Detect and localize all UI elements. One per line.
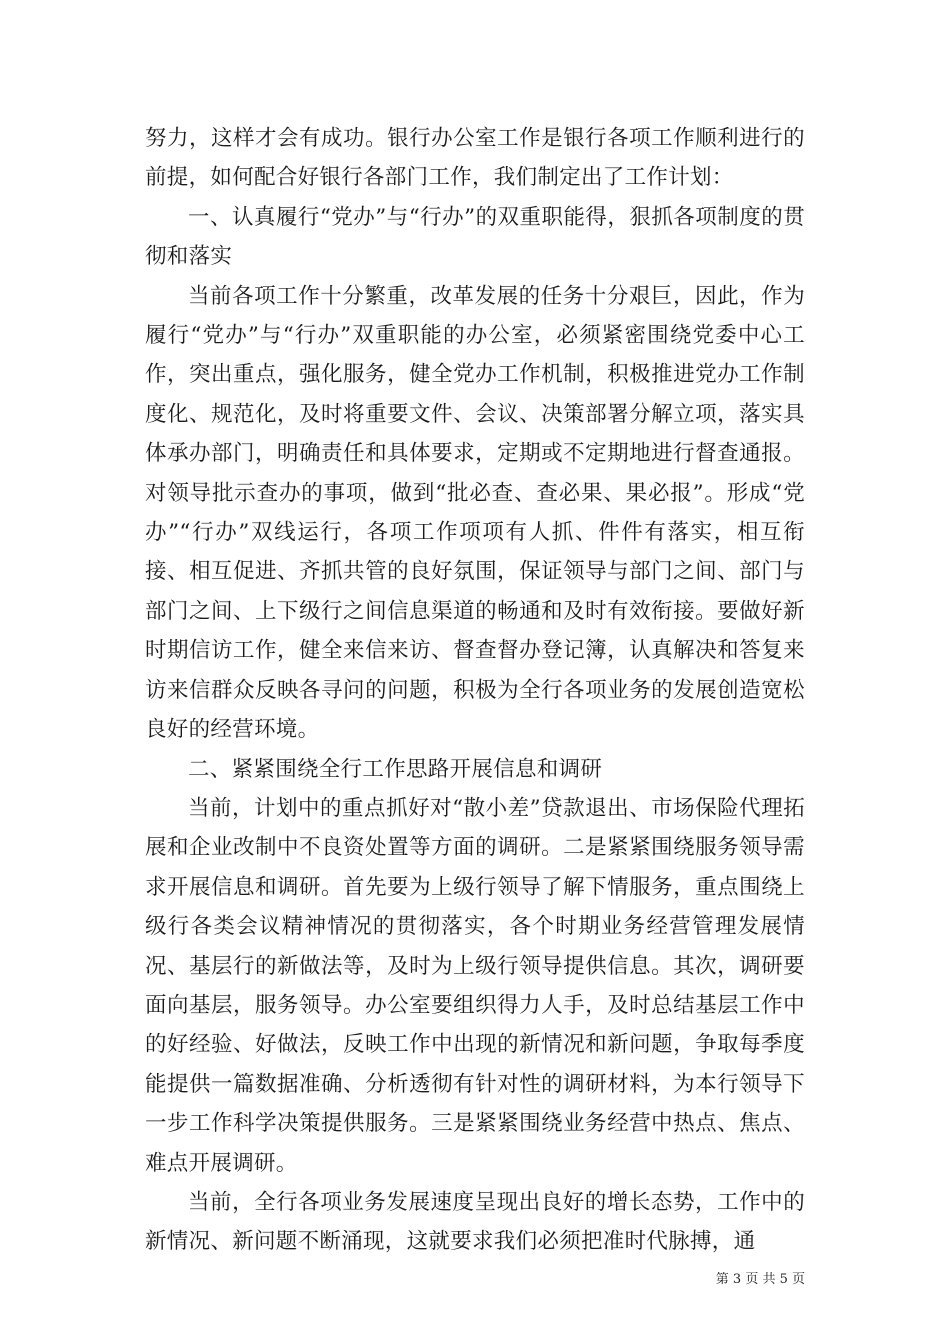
paragraph-section-1: 当前各项工作十分繁重，改革发展的任务十分艰巨，因此，作为履行“党办”与“行办”双重职能的办公室，必须紧密围绕党委中心工作，突出重点，强化服务，健全党办工作机制，积极推进党办工作制度化、规范化，及时将重要文件、会议、决策部署分解立项，落实具体承办部门，明确责任和具体要求，定期或不定期地进行督查通报。对领导批示查办的事项，做到“批必查、查必果、果必报”。形成“党办”“行办”双线运行，各项工作项项有人抓、件件有落实，相互衔接、相互促进、齐抓共管的良好氛围，保证领导与部门之间、部门与部门之间、上下级行之间信息渠道的畅通和及时有效衔接。要做好新时期信访工作，健全来信来访、督查督办登记簿，认真解决和答复来访来信群众反映各寻问的问题，积极为全行各项业务的发展创造宽松良好的经营环境。 [145,283,805,743]
page-number-footer [716,1268,805,1287]
section-heading-2: 二、紧紧围绕全行工作思路开展信息和调研 [188,756,603,782]
paragraph-section-2: 当前，计划中的重点抓好对“散小差”贷款退出、市场保险代理拓展和企业改制中不良资处置等方面的调研。二是紧紧围绕服务领导需求开展信息和调研。首先要为上级行领导了解下情服务，重点围绕上级行各类会议精神情况的贯彻落实，各个时期业务经营管理发展情况、基层行的新做法等，及时为上级行领导提供信息。其次，调研要面向基层，服务领导。办公室要组织得力人手，及时总结基层工作中的好经验、好做法，反映工作中出现的新情况和新问题，争取每季度能提供一篇数据准确、分析透彻有针对性的调研材料，为本行领导下一步工作科学决策提供服务。三是紧紧围绕业务经营中热点、焦点、难点开展调研。 [145,795,805,1176]
paragraph-intro: 努力，这样才会有成功。银行办公室工作是银行各项工作顺利进行的前提，如何配合好银行各部门工作，我们制定出了工作计划： [145,126,805,191]
paragraph-closing: 当前，全行各项业务发展速度呈现出良好的增长态势，工作中的新情况、新问题不断涌现，这就要求我们必须把准时代脉搏，通 [145,1189,805,1255]
page-number-label: 第 3 页 共 5 页 [715,1272,805,1287]
document-body [145,119,805,1262]
section-heading-1: 一、认真履行“党办”与“行办”的双重职能得，狠抓各项制度的贯彻和落实 [145,204,805,270]
